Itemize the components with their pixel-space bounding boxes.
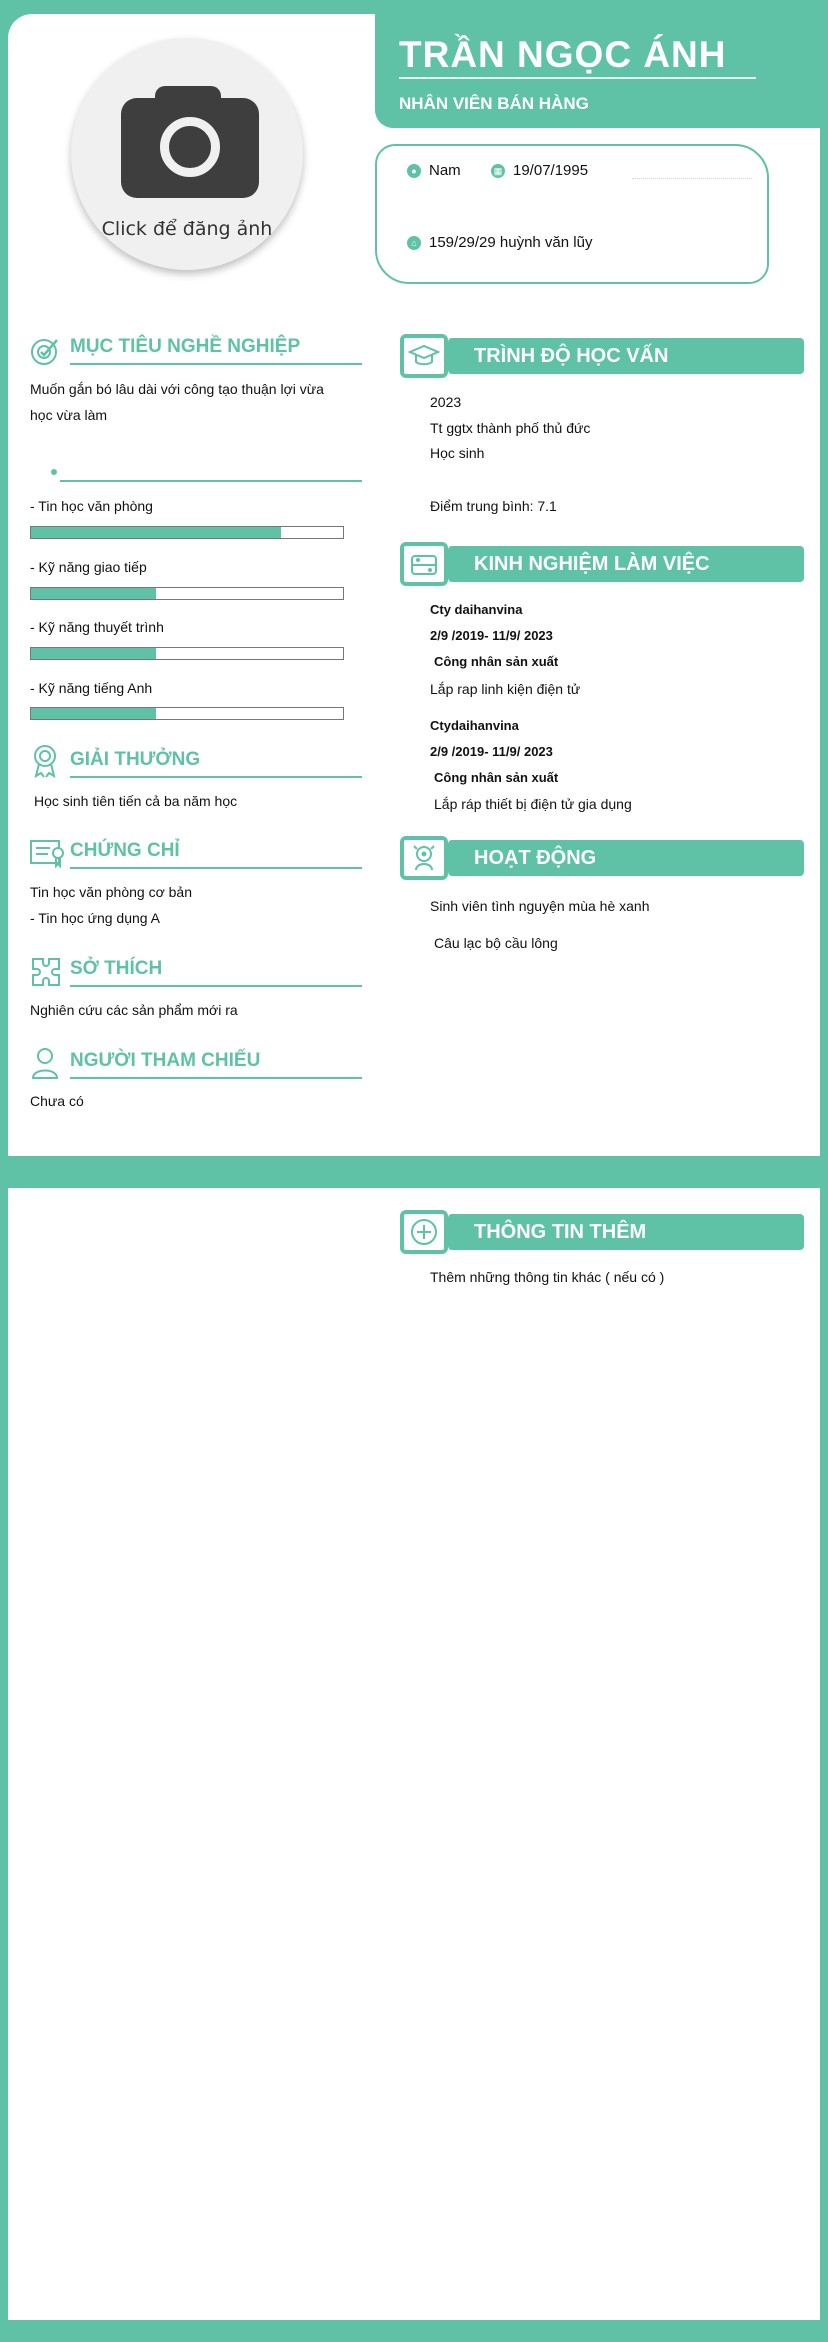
education-school[interactable]: Tt ggtx thành phố thủ đức — [430, 420, 591, 436]
education-year[interactable]: 2023 — [430, 394, 462, 410]
phone-placeholder[interactable] — [632, 170, 752, 179]
home-icon: ⌂ — [407, 236, 421, 250]
skill-bar[interactable] — [30, 707, 344, 720]
education-gpa[interactable]: Điểm trung bình: 7.1 — [430, 498, 557, 514]
job-description[interactable]: Lắp rap linh kiện điện tử — [430, 681, 581, 697]
awards-text[interactable]: Học sinh tiên tiến cả ba năm học — [34, 793, 238, 809]
objective-text[interactable]: Muốn gắn bó lâu dài với công tạo thuận lợi vừa học vừa làm — [30, 381, 324, 423]
skill-bar[interactable] — [30, 647, 344, 660]
experience-title[interactable]: KINH NGHIỆM LÀM VIỆC — [474, 553, 710, 575]
job-period[interactable]: 2/9 /2019- 11/9/ 2023 — [430, 744, 553, 759]
activity-item[interactable]: Sinh viên tình nguyện mùa hè xanh — [430, 898, 650, 914]
avatar-upload-label: Click để đăng ảnh — [101, 218, 273, 240]
award-icon — [30, 744, 60, 778]
education-title[interactable]: TRÌNH ĐỘ HỌC VẤN — [474, 345, 669, 367]
skill-level — [31, 527, 281, 538]
header-band — [375, 14, 820, 128]
address-value[interactable]: 159/29/29 huỳnh văn lũy — [429, 234, 593, 251]
cv-page-1 — [8, 14, 820, 1170]
calendar-icon: ▦ — [491, 164, 505, 178]
references-text[interactable]: Chưa có — [30, 1093, 84, 1109]
skill-level — [31, 648, 156, 659]
puzzle-icon — [30, 956, 62, 988]
certificates-title[interactable]: CHỨNG CHỈ — [70, 840, 180, 861]
plus-circle-icon — [400, 1210, 448, 1254]
person-icon — [30, 1046, 60, 1080]
skills-icon — [30, 466, 60, 480]
skill-label[interactable]: - Kỹ năng tiếng Anh — [30, 680, 153, 696]
graduation-cap-icon — [400, 334, 448, 378]
skill-bar[interactable] — [30, 587, 344, 600]
extra-text[interactable]: Thêm những thông tin khác ( nếu có ) — [430, 1269, 665, 1285]
certificates-text[interactable]: Tin học văn phòng cơ bản - Tin học ứng dụng A — [30, 884, 192, 926]
job-company[interactable]: Ctydaihanvina — [430, 718, 519, 733]
job-title[interactable]: NHÂN VIÊN BÁN HÀNG — [399, 94, 589, 113]
skill-bar[interactable] — [30, 526, 344, 539]
birthday-value[interactable]: 19/07/1995 — [513, 162, 589, 179]
extra-title[interactable]: THÔNG TIN THÊM — [474, 1221, 647, 1243]
briefcase-icon — [400, 542, 448, 586]
skill-label[interactable]: - Kỹ năng giao tiếp — [30, 559, 147, 575]
skills-divider — [60, 480, 362, 482]
skill-label[interactable]: - Tin học văn phòng — [30, 498, 153, 514]
hobbies-text[interactable]: Nghiên cứu các sản phẩm mới ra — [30, 1002, 238, 1018]
job-description[interactable]: Lắp ráp thiết bị điện tử gia dụng — [434, 796, 632, 812]
cv-page-2 — [8, 1188, 820, 2334]
job-company[interactable]: Cty daihanvina — [430, 602, 523, 617]
candidate-name[interactable]: TRẦN NGỌC ÁNH — [399, 34, 727, 75]
certificate-icon — [30, 838, 66, 868]
awards-title[interactable]: GIẢI THƯỞNG — [70, 749, 201, 770]
gender-value[interactable]: Nam — [429, 162, 461, 179]
activities-title[interactable]: HOẠT ĐỘNG — [474, 847, 597, 869]
user-icon: ● — [407, 164, 421, 178]
skill-label[interactable]: - Kỹ năng thuyết trình — [30, 619, 164, 635]
page-footer — [8, 2320, 820, 2334]
skill-level — [31, 588, 156, 599]
avatar-upload[interactable] — [71, 38, 303, 270]
education-status[interactable]: Học sinh — [430, 445, 485, 461]
references-title[interactable]: NGƯỜI THAM CHIẾU — [70, 1050, 261, 1071]
job-position[interactable]: Công nhân sản xuất — [434, 654, 559, 669]
objective-title[interactable]: MỤC TIÊU NGHỀ NGHIỆP — [70, 336, 301, 357]
activity-item[interactable]: Câu lạc bộ cầu lông — [434, 935, 558, 951]
job-position[interactable]: Công nhân sản xuất — [434, 770, 559, 785]
target-icon — [30, 336, 60, 366]
page-footer — [8, 1156, 820, 1170]
job-period[interactable]: 2/9 /2019- 11/9/ 2023 — [430, 628, 553, 643]
contact-info-box — [375, 144, 769, 284]
skill-level — [31, 708, 156, 719]
hobbies-title[interactable]: SỞ THÍCH — [70, 958, 163, 979]
activity-icon — [400, 836, 448, 880]
